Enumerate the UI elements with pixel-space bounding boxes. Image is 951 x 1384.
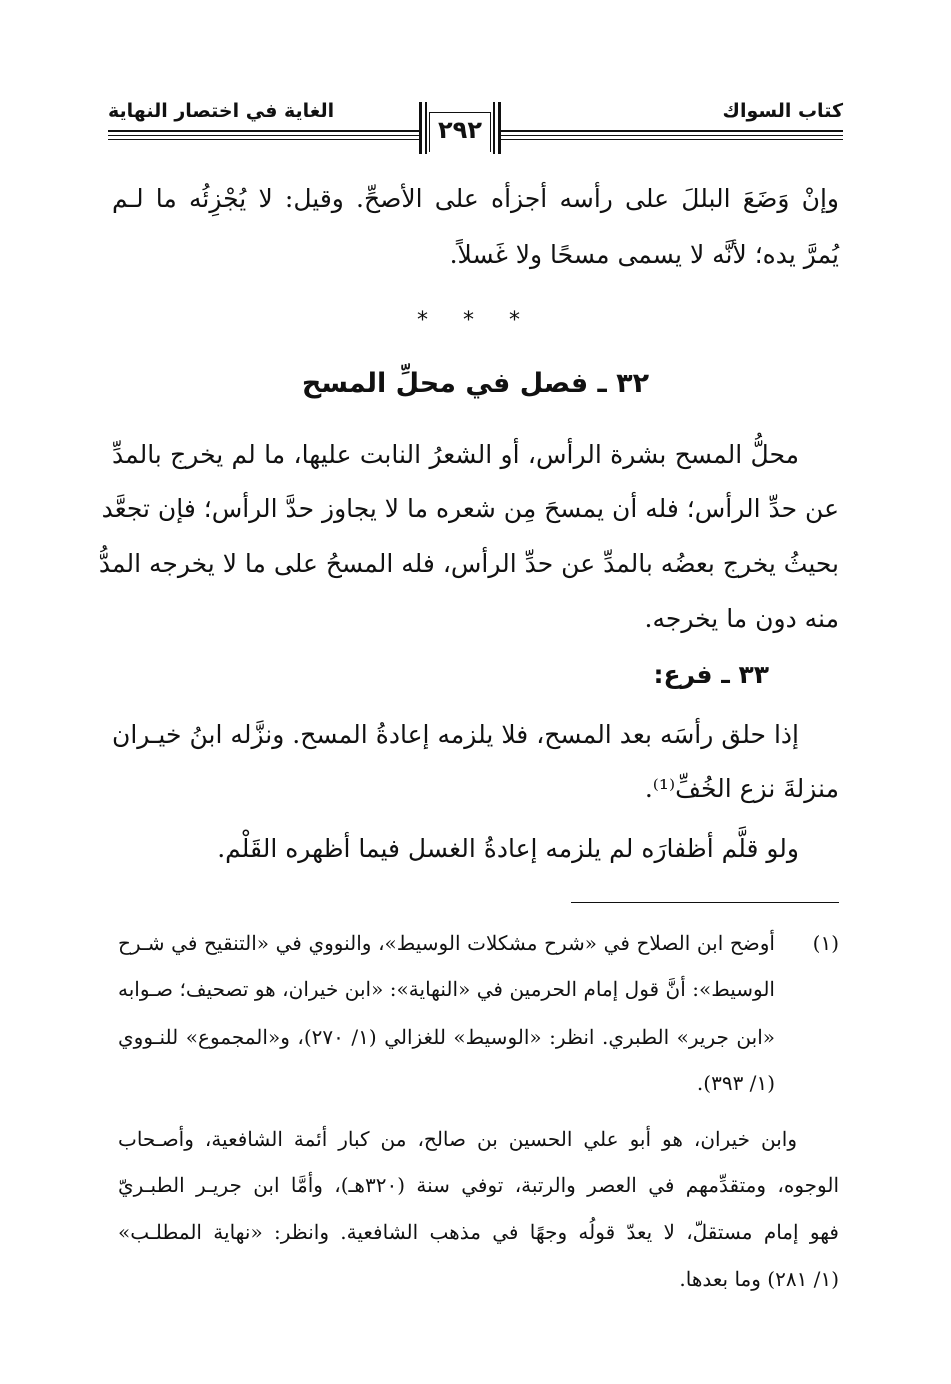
branch-heading: ٣٣ ـ فرع: bbox=[653, 660, 769, 689]
text-line: يُمرَّ يده؛ لأنَّه لا يسمى مسحًا ولا غَسلاً. bbox=[449, 240, 839, 269]
text-line: إذا حلق رأسَه بعد المسح، فلا يلزمه إعادةُ المسح. ونزَّله ابنُ خيـران bbox=[112, 720, 799, 749]
text-line: منه دون ما يخرجه. bbox=[644, 604, 839, 633]
footnote-line: أوضح ابن الصلاح في «شرح مشكلات الوسيط»، والنووي في «التنقيح في شـرح bbox=[118, 931, 775, 955]
footnote-rule bbox=[571, 902, 839, 903]
footnote-line: (١/ ٣٩٣). bbox=[696, 1071, 775, 1095]
footnote-number: (١) bbox=[812, 931, 839, 955]
footnote-line: وابن خيران، هو أبو علي الحسين بن صالح، من كبار أئمة الشافعية، وأصـحاب bbox=[118, 1127, 797, 1151]
page-number-frame bbox=[419, 102, 501, 154]
page-number: ٢٩٢ bbox=[438, 116, 482, 144]
running-header-work-title: الغاية في اختصار النهاية bbox=[108, 100, 335, 122]
text-line: منزلةَ نزع الخُفِّ⁽¹⁾. bbox=[644, 774, 839, 803]
text-line: وإنْ وَضَعَ البللَ على رأسه أجزأه على الأصحِّ. وقيل: لا يُجْزِئُه ما لـم bbox=[112, 184, 839, 213]
footnote-line: الوجوه، ومتقدِّمهم في العصر والرتبة، توفي سنة (٣٢٠هـ)، وأمَّا ابن جريـر الطبـريّ bbox=[118, 1173, 840, 1197]
section-separator: * * * bbox=[417, 308, 534, 333]
text-line: عن حدِّ الرأس؛ فله أن يمسحَ مِن شعره ما لا يجاوز حدَّ الرأس؛ فإن تجعَّد bbox=[101, 494, 839, 523]
text-line: بحيثُ يخرج بعضُه بالمدِّ عن حدِّ الرأس، فله المسحُ على ما لا يخرجه المدُّ bbox=[98, 549, 839, 578]
footnote-line: الوسيط»: أنَّ قول إمام الحرمين في «النهاية»: «ابن خيران، هو تصحيف؛ صـوابه bbox=[118, 977, 775, 1001]
text-line: ولو قلَّم أظفارَه لم يلزمه إعادةُ الغسل فيما أظهره القَلْم. bbox=[217, 834, 799, 863]
footnote-line: (١/ ٢٨١) وما بعدها. bbox=[679, 1267, 839, 1291]
text-line: محلُّ المسح بشرة الرأس، أو الشعرُ النابت عليها، ما لم يخرج بالمدِّ bbox=[112, 440, 799, 469]
footnote-line: فهو إمام مستقلّ، لا يعدّ قولُه وجهًا في مذهب الشافعية. وانظر: «نهاية المطلـب» bbox=[118, 1220, 839, 1244]
running-header-book-title: كتاب السواك bbox=[722, 100, 843, 122]
footnote-line: «ابن جرير» الطبري. انظر: «الوسيط» للغزالي (١/ ٢٧٠)، و«المجموع» للنـووي bbox=[118, 1025, 775, 1049]
section-heading: ٣٢ ـ فصل في محلِّ المسح bbox=[301, 368, 650, 399]
